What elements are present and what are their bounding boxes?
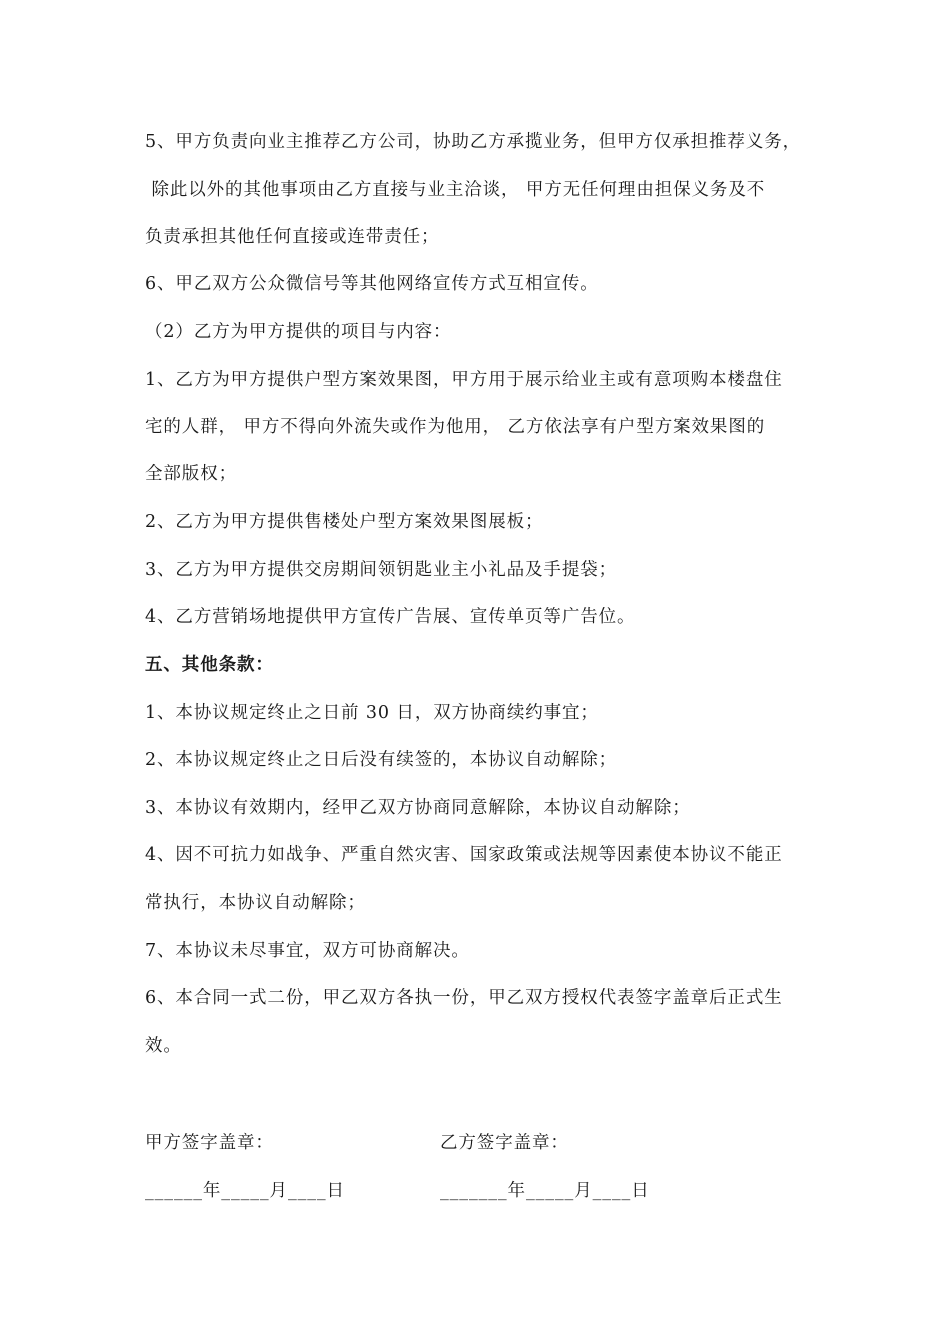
clause-5-line-3: 负责承担其他任何直接或连带责任； [145,227,440,247]
clause-5-line-1: 5、甲方负责向业主推荐乙方公司，协助乙方承揽业务，但甲方仅承担推荐义务， [145,132,802,152]
term-7: 7、本协议未尽事宜，双方可协商解决。 [145,941,470,961]
item-1-line-2: 宅的人群， 甲方不得向外流失或作为他用， 乙方依法享有户型方案效果图的 [145,417,766,437]
item-1-line-3: 全部版权； [145,464,237,484]
term-4-line-2: 常执行，本协议自动解除； [145,893,366,913]
term-2: 2、本协议规定终止之日后没有续签的，本协议自动解除； [145,750,618,770]
term-6-line-1: 6、本合同一式二份，甲乙双方各执一份，甲乙双方授权代表签字盖章后正式生 [145,988,783,1008]
party-b-signature-label: 乙方签字盖章： [440,1133,569,1153]
clause-6: 6、甲乙双方公众微信号等其他网络宣传方式互相宣传。 [145,274,599,294]
item-2: 2、乙方为甲方提供售楼处户型方案效果图展板； [145,512,544,532]
item-4: 4、乙方营销场地提供甲方宣传广告展、宣传单页等广告位。 [145,607,636,627]
term-6-line-2: 效。 [145,1036,182,1056]
item-1-line-1: 1、乙方为甲方提供户型方案效果图，甲方用于展示给业主或有意项购本楼盘住 [145,370,783,390]
party-a-signature-label: 甲方签字盖章： [145,1133,274,1153]
section-2-heading: （2）乙方为甲方提供的项目与内容： [145,322,452,342]
party-a-date-line: ______年_____月____日 [145,1181,345,1201]
term-3: 3、本协议有效期内，经甲乙双方协商同意解除，本协议自动解除； [145,798,691,818]
party-b-date-line: _______年_____月____日 [440,1181,650,1201]
term-4-line-1: 4、因不可抗力如战争、严重自然灾害、国家政策或法规等因素使本协议不能正 [145,845,783,865]
clause-5-line-2: 除此以外的其他事项由乙方直接与业主洽谈， 甲方无任何理由担保义务及不 [145,180,766,200]
term-1: 1、本协议规定终止之日前 30 日，双方协商续约事宜； [145,703,599,723]
item-3: 3、乙方为甲方提供交房期间领钥匙业主小礼品及手提袋； [145,560,618,580]
section-5-heading: 五、其他条款： [145,655,274,675]
